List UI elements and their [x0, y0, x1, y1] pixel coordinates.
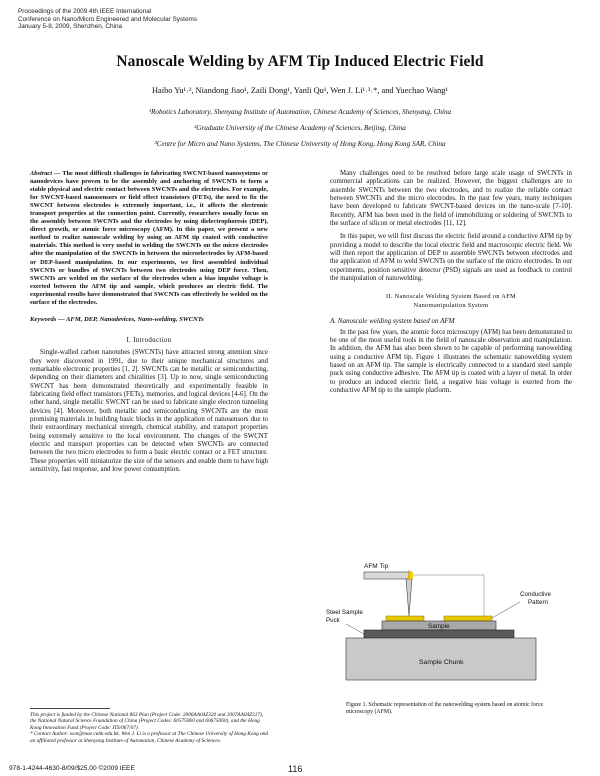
label-conductive: Conductive [520, 591, 551, 598]
conductive-pattern-shape [386, 616, 424, 621]
cantilever-shape [364, 572, 412, 579]
label-afm-tip: AFM Tip [364, 563, 389, 570]
keywords-label: Keywords [30, 315, 57, 323]
section-heading: I. Introduction [126, 336, 172, 344]
label-sample-chunk: Sample Chunk [419, 659, 464, 666]
section-heading: II. Nanoscale Welding System Based on AFM [385, 293, 517, 301]
body-paragraph: Many challenges need to be resolved before large scale usage of SWCNTs in commercial applications can be realized. However, the biggest challenges are to assemble SWCNTs between the two electrodes, and to realize the reliable contact between SWCNTs and the micro electrodes. In the past few years, many techniques have been developed to fabricate SWCNT-based devices on the nano-scale [7-10]. Recently, AFM has been used in the field of immobilizing or soldering of SWCNTs to the surface of silicon or metal electrodes [11, 12]. [330, 170, 572, 228]
header-line: Conference on Nano/Micro Engineered and Molecular Systems [18, 15, 198, 23]
right-column [330, 170, 572, 395]
label-sample: Sample [428, 623, 450, 630]
afm-schematic [324, 556, 574, 696]
leader-line [492, 602, 520, 618]
footnote-funding: This project is funded by the Chinese National 863 Plan (Project Code: 2006AA04Z320 and 2007AA04Z317), the National Natural Science Foundation of China (Project Codes: 60575060 and 60675060), and the Hong Kong Innovation Fund (Project Code: ITS/067/07). [30, 712, 264, 731]
footnote-rule [30, 708, 110, 709]
body-paragraph: In the past few years, the atomic force microscopy (AFM) has been demonstrated to be one of the most useful tools in the field of nanoscale observation and manipulation. In addition, the AFM has also been shown to be capable of performing nanowelding using a conductive AFM tip. Figure 1 illustrates the schematic nanowelding system based on an AFM tip. The sample is electrically connected to a standard steel sample puck using conductive adhesive. The AFM tip is coated with a layer of metal. In order to produce an induced electric field, a negative bias voltage is exerted from the conductive AFM tip to the sample platform. [330, 328, 572, 394]
conductive-pattern-shape [444, 616, 492, 621]
figure-caption: Figure 1. Schematic representation of the nanowelding system based on atomic force microscopy (AFM). [346, 702, 544, 715]
steel-puck-shape [364, 630, 514, 638]
affiliation: ¹Robotics Laboratory, Shenyang Institute of Automation, Chinese Academy of Sciences, Shenyang, China [148, 108, 452, 116]
keywords: Keywords — AFM, DEP, Nanodevices, Nano-welding, SWCNTs [30, 315, 204, 323]
affiliation: ³Centre for Micro and Nano Systems, The Chinese University of Hong Kong, Hong Kong SAR, China [154, 140, 446, 148]
tip-coating-shape [408, 570, 410, 579]
footnote [30, 712, 268, 744]
page-number: 116 [288, 764, 303, 774]
conference-header [18, 8, 197, 31]
abstract-text: The most difficult challenges in fabricating SWCNT-based nanosystems or nanodevices have proven to be the assembly and anchoring of SWCNTs to form a stable physical and electric contact between SWCNTs and the electrodes. For example, for SWCNT-based nanosensors or field effect transistors (FETs), the need to fix the SWCNT between electrodes is extremely important, i.e., it affects the electronic transport properties at the connection point. Currently, researchers usually focus on the assembly between SWCNTs and the electrodes by using dielectrophoresis (DEP), direct growth, or atomic force microscopy (AFM). In this paper, we present a new method to realize nanoscale welding by using an AFM tip coated with conductive materials. This method is very useful in welding the SWCNTs on the micro electrodes after the manipulation of the SWCNTs in between the microelectrodes by AFM-based or DEP-based manipulation. In our experiments, we first assembled individual SWCNTs or bundles of SWCNTs between two electrodes using DEP force. Then, SWCNTs are welded on the surface of the electrodes when a bias impulse voltage is exerted between the AFM tip and sample, which produces an electric field. The experimental results have demonstrated that SWCNTs can effectively be welded on the surface of the electrodes. [30, 170, 268, 306]
label-pattern: Pattern [528, 599, 548, 606]
left-column [30, 170, 268, 475]
author-list: Haibo Yu¹˒², Niandong Jiao¹, Zaili Dong¹, Yanli Qu¹, Wen J. Li¹˒³˒*, and Yuechao Wang¹ [152, 86, 448, 95]
body-paragraph: In this paper, we will first discuss the electric field around a conductive AFM tip by providing a model to describe the local electric field and macroscopic electric field. We will then report the application of DEP to assemble SWCNTs between electrodes and the application of AFM to weld SWCNTs on the surface of the micro electrodes. In our experiments, position sensitive detector (PSD) signals are used as feedback to control the manipulation of nanowelding. [330, 233, 572, 283]
figure-1 [324, 556, 574, 696]
footnote-contact: * Contact Author: wen@mae.cuhk.edu.hk. Wen J. Li is a professor at The Chinese University of Hong Kong and an affiliated professor at Shenyang Institute of Automation, Chinese Academy of Sciences. [30, 731, 269, 744]
header-line: Proceedings of the 2009 4th IEEE International [18, 8, 152, 15]
section-heading-cont: Nanomanipulation System [413, 301, 489, 309]
paper-title: Nanoscale Welding by AFM Tip Induced Electric Field [116, 53, 484, 70]
subsection-heading: A. Nanoscale welding system based on AFM [330, 317, 455, 326]
abstract: Abstract — The most difficult challenges in fabricating SWCNT-based nanosystems or nanodevices have proven to be the assembly and anchoring of SWCNTs to form a stable physical and electric contact between SWCNTs and the electrodes. For example, for SWCNT-based nanosensors or field effect transistors (FETs), the need to fix the SWCNT between electrodes is extremely important, i.e., it affects the electronic transport properties at the connection point. Currently, researchers usually focus on the assembly between SWCNTs and the electrodes by using dielectrophoresis (DEP), direct growth, or atomic force microscopy (AFM). In this paper, we present a new method to realize nanoscale welding by using an AFM tip coated with conductive materials. This method is very useful in welding the SWCNTs on the micro electrodes after the manipulation of the SWCNTs in between the microelectrodes by AFM-based or DEP-based manipulation. In our experiments, we first assembled individual SWCNTs or bundles of SWCNTs between two electrodes using DEP force. Then, SWCNTs are welded on the surface of the electrodes when a bias impulse voltage is exerted between the AFM tip and sample, which produces an electric field. The experimental results have demonstrated that SWCNTs can effectively be welded on the surface of the electrodes. [30, 170, 268, 306]
label-steel-puck: Steel Sample [326, 609, 363, 616]
abstract-label: Abstract [30, 170, 53, 177]
intro-paragraph: Single-walled carbon nanotubes (SWCNTs) have attracted strong attention since they were discovered in 1991, due to their unique mechanical structures and remarkable electronic properties [1, 2]. SWCNTs can be metallic or semiconducting, depending on their diameters and chiralities [3]. Up to now, single semiconducting SWCNT has been demonstrated theoretically and experimentally feasible in fabricating field effect transistors (FETs), memories, and logical devices [4-6]. On the other hand, single metallic SWCNT can be used to fabricate single electron tunneling devices [4]. Moreover, both metallic and semiconducting SWCNTs are the most promising materials in building basic blocks in the application of nanosensors due to their extraordinary mechanical strength, chemical stability, and transport properties being extremely sensitive to the local environment. The changes of the SWCNT electric and transport properties can be detected when SWCNTs are connected between the two micro electrodes to form a basic electric contact or a FET structure. These properties will miniaturize the size of the sensors and enable them to have high sensitivity, fast response, and low power consumption. [30, 349, 268, 474]
affiliation: ²Graduate University of the Chinese Academy of Sciences, Beijing, China [194, 124, 406, 132]
label-puck: Puck [326, 617, 340, 624]
header-line: January 5-8, 2009, Shenzhen, China [18, 23, 123, 31]
keywords-text: AFM, DEP, Nanodevices, Nano-welding, SWCNTs [66, 315, 204, 323]
afm-tip-shape [406, 579, 412, 616]
coating-layer [410, 572, 413, 579]
isbn-line: 978-1-4244-4630-8/09/$25.00 ©2009 IEEE [9, 765, 135, 772]
leader-line [346, 624, 364, 634]
